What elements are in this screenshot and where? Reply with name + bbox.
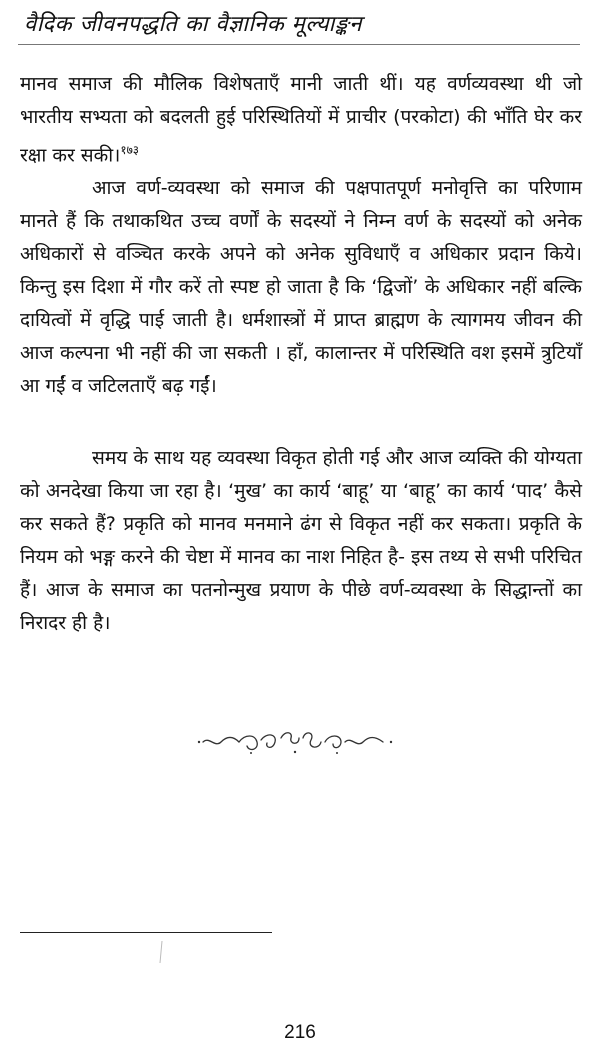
stray-ink-mark bbox=[158, 940, 164, 964]
paragraph-2: आज वर्ण-व्यवस्था को समाज की पक्षपातपूर्ण मनोवृत्ति का परिणाम मानते हैं कि तथाकथित उच्च वर्णों के सदस्यों ने निम्न वर्ण के सदस्यों को अनेक अधिकारों से वञ्चित करके अपने को अनेक सुविधाएँ व अधिकार प्रदान किये। किन्तु इस दिशा में गौर करें तो स्पष्ट हो जाता है कि ‘द्विजों’ के अधिकार नहीं बल्कि दायित्वों में वृद्धि पाई जाती है। धर्मशास्त्रों में प्राप्त ब्राह्मण के त्यागमय जीवन की आज कल्पना भी नहीं की जा सकती । हाँ, कालान्तर में परिस्थिति वश इसमें त्रुटियाँ आ गईं व जटिलताएँ बढ़ गईं। bbox=[20, 177, 582, 397]
header-rule bbox=[18, 44, 580, 45]
paragraph-3: समय के साथ यह व्यवस्था विकृत होती गई और आज व्यक्ति की योग्यता को अनदेखा किया जा रहा है। ‘मुख’ का कार्य ‘बाहू’ या ‘बाहू’ का कार्य ‘पाद’ कैसे कर सकते हैं? प्रकृति को मानव मनमाने ढंग से विकृत नहीं कर सकता। प्रकृति के नियम को भङ्ग करने की चेष्टा में मानव का नाश निहित है- इस तथ्य से सभी परिचित हैं। आज के समाज का पतनोन्मुख प्रयाण के पीछे वर्ण-व्यवस्था के सिद्धान्तों का निरादर ही है। bbox=[20, 447, 582, 634]
running-header: वैदिक जीवनपद्धति का वैज्ञानिक मूल्याङ्कन bbox=[24, 12, 362, 37]
footnote-reference: १७३ bbox=[120, 143, 140, 157]
paragraph-1-text: मानव समाज की मौलिक विशेषताएँ मानी जाती थीं। यह वर्णव्यवस्था थी जो भारतीय सभ्यता को बदलती हुई परिस्थितियों में प्राचीर (परकोटा) की भाँति घेर कर रक्षा कर सकी। bbox=[20, 73, 582, 167]
decorative-ornament bbox=[195, 726, 395, 758]
footnote-separator bbox=[20, 932, 272, 933]
page-number: 216 bbox=[284, 1022, 316, 1043]
paragraph-1 bbox=[20, 68, 582, 172]
